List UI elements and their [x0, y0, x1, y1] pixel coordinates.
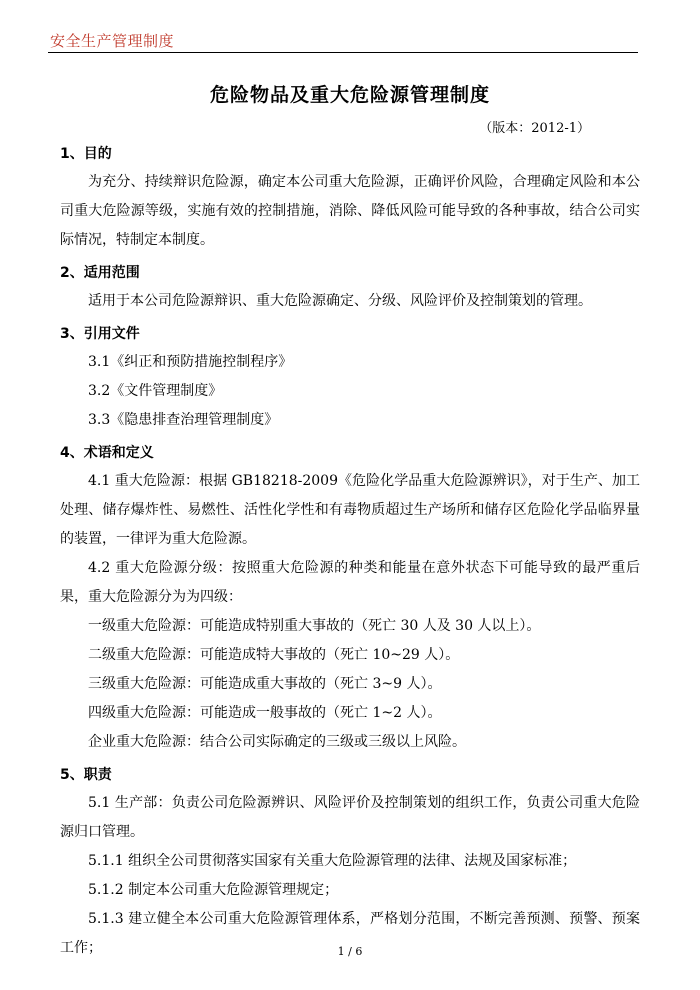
hazard-level-item: 一级重大危险源：可能造成特别重大事故的（死亡 30 人及 30 人以上）。: [88, 618, 541, 634]
hazard-level-item: 企业重大危险源：结合公司实际确定的三级或三级以上风险。: [88, 734, 466, 750]
responsibility-paragraph: 5.1.2 制定本公司重大危险源管理规定；: [88, 882, 339, 898]
scope-paragraph: 适用于本公司危险源辩识、重大危险源确定、分级、风险评价及控制策划的管理。: [88, 293, 592, 309]
purpose-paragraph: 为充分、持续辩识危险源，确定本公司重大危险源，正确评价风险，合理确定风险和本公司重大危险源等级，实施有效的控制措施，消除、降低风险可能导致的各种事故，结合公司实际情况，特制定本制度。: [60, 174, 640, 248]
header-rule: [48, 52, 638, 53]
reference-item: 3.3《隐患排查治理管理制度》: [88, 412, 279, 428]
responsibility-paragraph: 5.1 生产部：负责公司危险源辨识、风险评价及控制策划的组织工作，负责公司重大危险源归口管理。: [60, 795, 640, 840]
section-heading-purpose: 1、目的: [60, 146, 112, 162]
definition-hazard-grading: 4.2 重大危险源分级：按照重大危险源的种类和能量在意外状态下可能导致的最严重后果，重大危险源分为为四级：: [60, 560, 640, 605]
version-label: （版本：2012-1）: [479, 121, 590, 136]
page-number: 1 / 6: [337, 945, 363, 958]
document-title: 危险物品及重大危险源管理制度: [209, 84, 490, 106]
definition-major-hazard: 4.1 重大危险源：根据 GB18218-2009《危险化学品重大危险源辨识》，对于生产、加工处理、储存爆炸性、易燃性、活性化学性和有毒物质超过生产场所和储存区危险化学品临界量的装置，一律评为重大危险源。: [60, 473, 640, 547]
responsibility-paragraph: 5.1.1 组织全公司贯彻落实国家有关重大危险源管理的法律、法规及国家标准；: [88, 853, 577, 869]
section-heading-responsibilities: 5、职责: [60, 767, 112, 783]
reference-item: 3.2《文件管理制度》: [88, 383, 223, 399]
hazard-level-item: 四级重大危险源：可能造成一般事故的（死亡 1~2 人）。: [88, 705, 442, 721]
running-header: 安全生产管理制度: [50, 32, 175, 50]
section-heading-references: 3、引用文件: [60, 326, 140, 342]
hazard-level-item: 二级重大危险源：可能造成特大事故的（死亡 10~29 人）。: [88, 647, 460, 663]
section-heading-scope: 2、适用范围: [60, 265, 140, 281]
section-heading-definitions: 4、术语和定义: [60, 445, 154, 461]
hazard-level-item: 三级重大危险源：可能造成重大事故的（死亡 3~9 人）。: [88, 676, 442, 692]
reference-item: 3.1《纠正和预防措施控制程序》: [88, 354, 293, 370]
responsibility-paragraph: 5.1.3 建立健全本公司重大危险源管理体系，严格划分范围，不断完善预测、预警、预案工作；: [60, 911, 640, 956]
document-body: [60, 140, 640, 963]
